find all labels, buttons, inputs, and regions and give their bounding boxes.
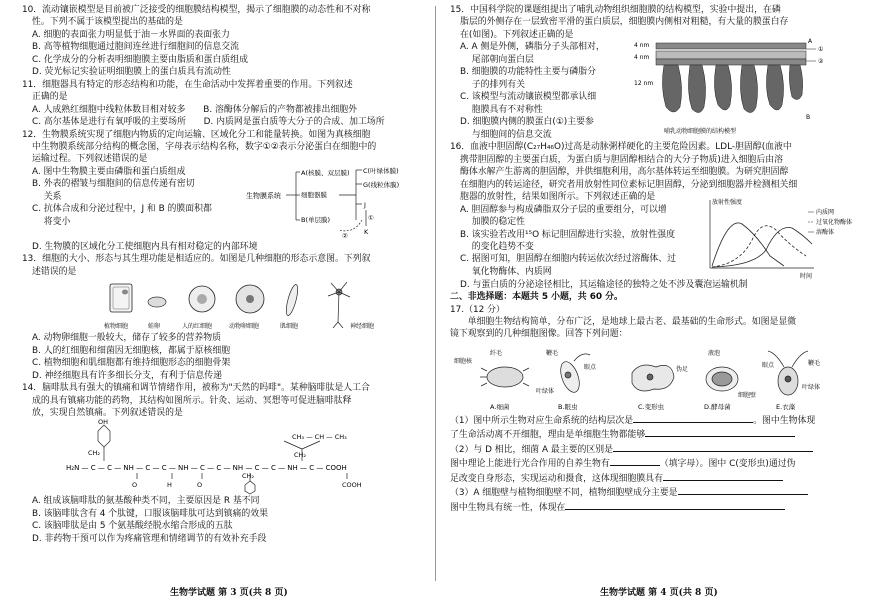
- q15-block: [450, 38, 855, 141]
- org-label-flagellum-2: 鞭毛: [808, 359, 821, 367]
- fig-label-12nm: 12 nm: [634, 80, 654, 88]
- q17-sub2-line2: 图中理论上能进行光合作用的自养生物有 （填字母）。图中 C(变形虫)通过伪: [450, 456, 855, 470]
- legend-er: 内质网: [816, 208, 835, 216]
- q11-options-cd: C. 高尔基体是进行有氧呼吸的主要场所 D. 内质网是蛋白质等大分子的合成、加工场所: [32, 117, 385, 128]
- q14-option-c: C. 该脑啡肽是由 5 个氨基酸经脱水缩合形成的五肽: [32, 521, 233, 532]
- svg-text:O: O: [197, 481, 203, 490]
- org-label-chloroplast-2: 叶绿体: [802, 383, 821, 391]
- cell-caption-e: E.衣藻: [776, 402, 796, 411]
- q15-stem: 15．中国科学院的课题组提出了哺乳动物组织细胞膜的结构模型，实验中提出，在磷: [450, 5, 781, 15]
- q12-option-b: B. 外表的褶皱与细胞间的信息传递有密切: [32, 179, 195, 190]
- diagram-node-c: C(叶绿体膜): [363, 166, 399, 175]
- chart-xlabel: 时间: [800, 272, 813, 280]
- org-label-eyespot: 眼点: [584, 363, 597, 371]
- unicellular-organisms-figure: [450, 341, 855, 413]
- footer-page-3: 生物学试题 第 3 页(共 8 页): [170, 588, 288, 598]
- q13-option-c: C. 植物细胞和肌细胞都有维持细胞形态的细胞骨架: [32, 358, 231, 369]
- org-label-cell-wall: 细胞壁: [738, 391, 757, 399]
- svg-text:CH₂: CH₂: [88, 449, 101, 458]
- radioactivity-chart: [696, 194, 856, 280]
- cell-label-muscle: 肌细胞: [280, 323, 299, 331]
- q10-stem: 10．流动镶嵌模型是目前被广泛接受的细胞膜结构模型，揭示了细胞膜的动态性和不对称: [22, 5, 371, 15]
- cell-label-rbc: 人的红细胞: [182, 323, 213, 331]
- q16-block: [450, 198, 855, 280]
- q17-sub2-line3: 足改变自身形态，实现运动和摄食，这体现细胞膜具有: [450, 471, 855, 485]
- answer-blank-6[interactable]: [678, 485, 808, 495]
- diagram-node-organelle: 细胞器膜: [301, 190, 327, 199]
- q17-sub1-line2: 了生命活动离不开细胞，理由是单细胞生物都能够: [450, 427, 855, 441]
- q13-stem: 13．细胞的大小、形态与其生理功能是相适应的。如图是几种细胞的形态示意图。下列叙: [22, 254, 371, 265]
- q17-intro: 单细胞生物结构简单，分布广泛，是地球上最古老、最基础的生命形式。如图是显微: [450, 316, 797, 327]
- membrane-model-figure: [634, 37, 854, 137]
- cell-label-egg: 动物卵细胞: [229, 323, 260, 331]
- org-label-pseudopod: 伪足: [676, 365, 689, 373]
- column-divider: [435, 6, 436, 581]
- q16-stem-cont4: 胞器的放射性，结果如图所示。下列叙述正确的是: [460, 192, 656, 203]
- diagram-node-a: A(核膜、双层膜): [301, 168, 350, 177]
- q14-option-b: B. 该脑啡肽含有 4 个肽键，口服该脑啡肽可达到镇痛的效果: [32, 508, 269, 519]
- q12-option-b-cont: 关系: [32, 191, 62, 202]
- diagram-node-b: B(单层膜): [301, 215, 331, 224]
- q16-option-c-cont: 氧化物酶体、内质网: [460, 266, 552, 277]
- answer-blank-1[interactable]: [633, 413, 753, 423]
- q16-stem: 16．血液中胆固醇(C₂₇H₄₆O)过高是动脉粥样硬化的主要危险因素。LDL-胆固醇(血液中: [450, 142, 792, 153]
- q11-stem-cont: 正确的是: [32, 92, 68, 103]
- svg-text:H: H: [167, 481, 172, 490]
- q10-option-c: C. 化学成分的分析表明细胞膜主要由脂质和蛋白质组成: [32, 54, 248, 65]
- cell-caption-d: D.酵母菌: [704, 402, 731, 411]
- q15-option-a-cont: 尾部朝向蛋白层: [460, 54, 534, 65]
- q16-stem-cont3: 在细胞内的转运途径，研究者用放射性同位素标记胆固醇，分泌到细胞器并检测相关细: [460, 179, 798, 190]
- q17-sub1-line1: （1）图中所示生物对应生命系统的结构层次是 。图中生物体现: [450, 413, 855, 427]
- q14-stem: 14．脑啡肽具有强大的镇痛和调节情绪作用，被称为"天然的吗啡"。某种脑啡肽是人工合: [22, 383, 370, 394]
- cell-label-frog-egg: 蛙卵: [148, 323, 161, 331]
- diagram-center-label: 生物膜系统: [246, 191, 281, 200]
- q16-option-b: B. 该实验若改用¹⁵O 标记胆固醇进行实验，放射性强度: [460, 229, 676, 240]
- q12-block: [22, 166, 427, 241]
- right-column: [450, 4, 855, 514]
- q14-option-a: A. 组成该脑啡肽的氨基酸种类不同，主要原因是 R 基不同: [32, 496, 260, 507]
- q12-stem: 12．生物膜系统实现了细胞内物质的定向运输、区域化分工和能量转换。如图为真核细胞: [22, 129, 371, 140]
- q12-option-c-cont: 将变小: [32, 216, 71, 227]
- footer-page-4: 生物学试题 第 4 页(共 8 页): [600, 588, 718, 598]
- q15-stem-cont: 脂层的外侧存在一层致密平滑的蛋白质层，细胞膜内侧相对粗糙，有大量的膜蛋白存: [460, 17, 789, 28]
- chart-ylabel: 放射性强度: [712, 198, 743, 206]
- cell-caption-a: A.细菌: [490, 402, 510, 411]
- q10-option-b: B. 高等植物细胞通过胞间连丝进行细胞间的信息交流: [32, 42, 239, 53]
- q17-intro-cont: 镜下观察到的几种细胞图像。回答下列问题：: [450, 329, 628, 340]
- svg-text:CH₂: CH₂: [294, 451, 307, 460]
- q17-sub3-line2: 图中生物具有统一性，体现在: [450, 500, 855, 514]
- q14-stem-cont2: 放，实现自然镇痛。下列叙述错误的是: [32, 407, 183, 418]
- q15-option-c: C. 该模型与流动镶嵌模型都承认细: [460, 92, 597, 103]
- q16-option-a-cont: 加膜的稳定性: [460, 217, 525, 228]
- diagram-node-g: G(线粒体膜): [363, 180, 400, 189]
- left-column: [22, 4, 427, 545]
- cell-label-neuron: 神经细胞: [350, 323, 375, 331]
- answer-blank-4[interactable]: [610, 456, 660, 466]
- q16-option-d: D. 与蛋白质的分泌途径相比，其运输途径的独特之处不涉及囊泡运输机制: [460, 279, 748, 290]
- q16-option-a: A. 胆固醇参与构成磷脂双分子层的重要组分，可以增: [460, 204, 667, 215]
- svg-text:COOH: COOH: [342, 481, 362, 490]
- biomembrane-concept-diagram: [244, 164, 424, 242]
- q15-option-d: D. 细胞膜内侧的膜蛋白(①)主要参: [460, 117, 594, 128]
- org-label-chloroplast: 叶绿体: [536, 387, 555, 395]
- q12-option-a: A. 图中生物膜主要由磷脂和蛋白质组成: [32, 166, 186, 177]
- q16-stem-cont2: 酶体水解产生游离的胆固醇，并供细胞利用，高尔基体转运至细胞膜。为研究胆固醇: [460, 167, 789, 178]
- q15-stem-cont2: 在(如图)。下列叙述正确的是: [460, 29, 574, 40]
- q13-option-d: D. 神经细胞具有许多细长分支，有利于信息传递: [32, 370, 222, 381]
- org-label-nucleus: 细胞核: [454, 357, 473, 365]
- diagram-step-1: ①: [368, 213, 374, 222]
- answer-blank-3[interactable]: [613, 442, 813, 452]
- legend-peroxisome: 过氧化物酶体: [816, 218, 853, 226]
- q14-stem-cont: 成的具有镇痛功能的药物，其结构如图所示。针灸、运动、冥想等可促进脑啡肽释: [32, 395, 352, 406]
- q15-option-d-cont: 与细胞间的信息交流: [460, 129, 552, 140]
- q10-option-d: D. 荧光标记实验证明细胞膜上的蛋白质具有流动性: [32, 67, 231, 78]
- fig-caption: 哺乳动物细胞膜的结构模型: [664, 128, 737, 136]
- q12-stem-cont2: 运输过程。下列叙述错误的是: [32, 154, 148, 165]
- q12-option-d: D. 生物膜的区域化分工使细胞内具有相对稳定的内部环境: [32, 241, 258, 252]
- answer-blank-2[interactable]: [645, 427, 795, 437]
- org-label-flagellum: 鞭毛: [546, 349, 559, 357]
- q13-option-b: B. 人的红细胞和细菌因无细胞核，都属于原核细胞: [32, 345, 231, 356]
- diagram-step-2: ②: [342, 231, 348, 240]
- q15-option-b: B. 细胞膜的功能特性主要与磷脂分: [460, 67, 596, 78]
- q13-option-a: A. 动物卵细胞一般较大，储存了较多的营养物质: [32, 333, 222, 344]
- q17-heading: 17.（12 分）: [450, 304, 505, 315]
- q11-stem: 11．细胞器具有特定的形态结构和功能，在生命活动中发挥着重要的作用。下列叙述: [22, 79, 353, 90]
- section-2-heading: 二、非选择题：本题共 5 小题，共 60 分。: [450, 292, 623, 303]
- fig-mark-2: ②: [818, 58, 824, 66]
- fig-mark-1: ①: [818, 46, 824, 54]
- svg-text:H₂N — C — C — NH — C — C — NH: H₂N — C — C — NH — C — C — NH — C — C — NH — C — C — NH — C — COOH: [66, 464, 347, 473]
- q12-option-c: C. 抗体合成和分泌过程中，J 和 B 的膜面积都: [32, 204, 212, 215]
- q10-option-a: A. 细胞的表面张力明显低于油－水界面的表面张力: [32, 29, 230, 40]
- legend-lysosome: 溶酶体: [816, 228, 835, 236]
- q10-stem-cont: 性。下列不属于该模型提出的基础的是: [32, 17, 183, 28]
- fig-mark-a: A: [808, 38, 813, 46]
- q17-sub3-line1: （3）A 细胞壁与植物细胞壁不同，植物细胞壁成分主要是: [450, 485, 855, 499]
- diagram-node-k: K: [364, 227, 369, 236]
- q17-sub2-line1: （2）与 D 相比，细菌 A 最主要的区别是: [450, 442, 855, 456]
- cell-label-plant: 植物细胞: [104, 323, 129, 331]
- answer-blank-7[interactable]: [565, 500, 785, 510]
- svg-text:O: O: [132, 481, 138, 490]
- fig-label-4nm-1: 4 nm: [634, 42, 650, 50]
- q14-option-d: D. 非药物干预可以作为疼痛管理和情绪调节的有效补充手段: [32, 533, 267, 544]
- org-label-cilia: 纤毛: [490, 349, 503, 357]
- q15-option-c-cont: 胞膜具有不对称性: [460, 104, 543, 115]
- cell-caption-b: B.眼虫: [558, 402, 578, 411]
- cell-shapes-figure: [102, 278, 402, 332]
- answer-blank-5[interactable]: [663, 471, 783, 481]
- diagram-node-j: J: [364, 200, 366, 209]
- q13-stem-cont: 述错误的是: [32, 266, 77, 277]
- svg-text:CH₂: CH₂: [242, 472, 255, 481]
- org-label-vacuole: 液泡: [708, 349, 721, 357]
- q16-stem-cont: 携带胆固醇的主要蛋白质，为蛋白质与胆固醇相结合的大分子物质)进入细胞后由溶: [460, 154, 783, 165]
- svg-text:CH₃ — CH — CH₃: CH₃ — CH — CH₃: [292, 433, 347, 442]
- q11-options-ab: A. 人成熟红细胞中线粒体数目相对较多 B. 溶酶体分解后的产物都被排出细胞外: [32, 104, 358, 115]
- q12-stem-cont: 中生物膜系统部分结构的概念图，字母表示结构名称，数字①②表示分泌蛋白在细胞中的: [32, 141, 377, 152]
- q16-option-c: C. 据图可知，胆固醇在细胞内转运依次经过溶酶体、过: [460, 254, 676, 265]
- enkephalin-structure-figure: [62, 419, 392, 495]
- q15-option-a: A. A 侧是外侧，磷脂分子头部相对，: [460, 42, 605, 53]
- q16-option-b-cont: 的变化趋势不变: [460, 241, 534, 252]
- fig-mark-b: B: [806, 114, 811, 122]
- cell-caption-c: C.变形虫: [638, 402, 665, 411]
- fig-label-4nm-2: 4 nm: [634, 54, 650, 62]
- org-label-eyespot-2: 眼点: [762, 361, 775, 369]
- q15-option-b-cont: 子的排列有关: [460, 79, 525, 90]
- svg-text:OH: OH: [98, 419, 109, 427]
